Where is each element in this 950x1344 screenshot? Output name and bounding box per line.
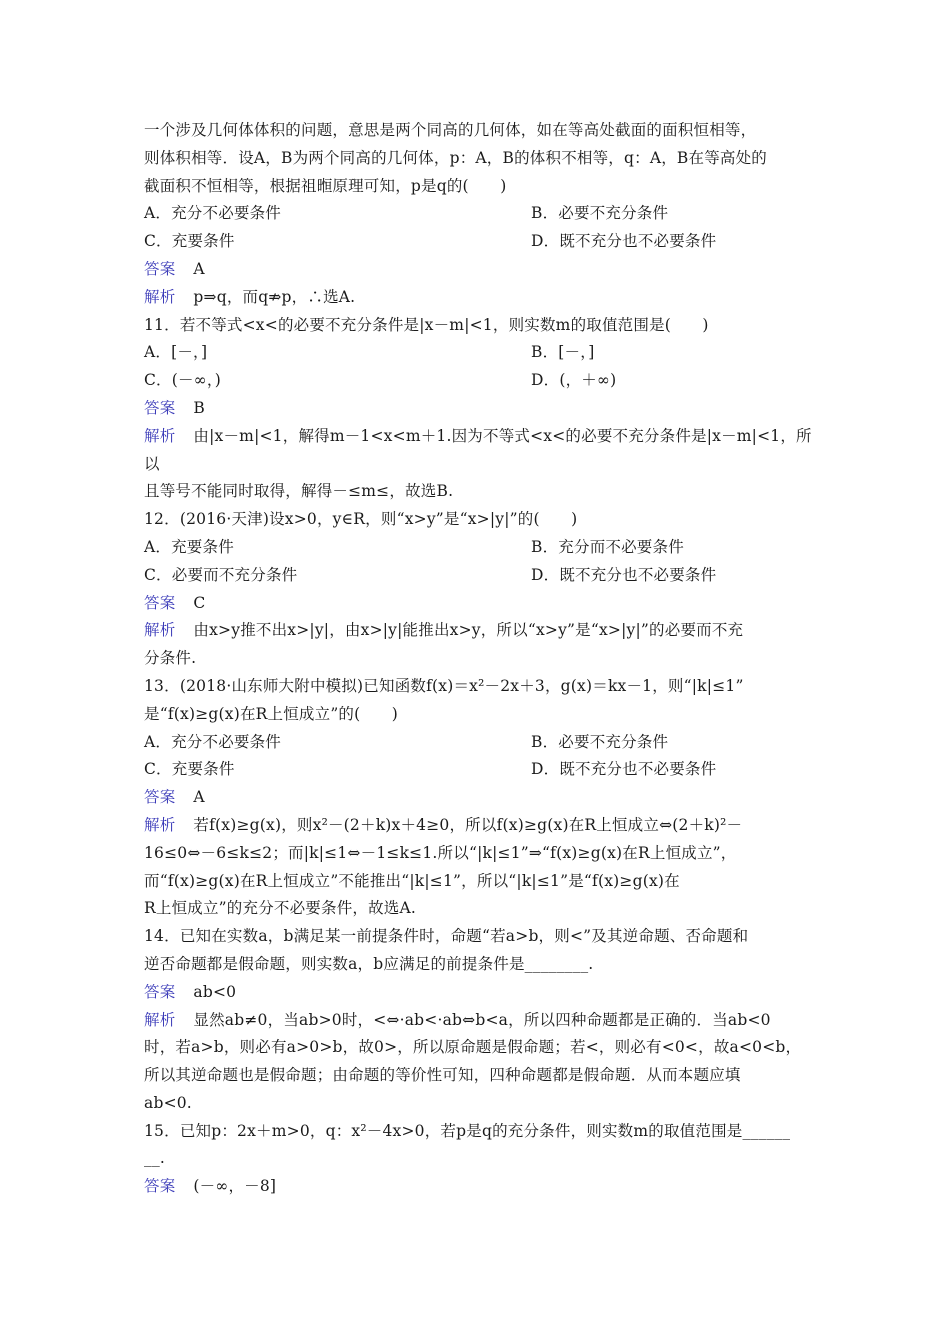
- analysis-line: [144, 812, 816, 840]
- question-12: [144, 506, 816, 673]
- analysis-line: 时，若a>b，则必有a>0>b，故0>，所以原命题是假命题；若<，则必有<0<，故a<0<b，: [144, 1038, 802, 1057]
- option-c: C．充要条件: [144, 232, 235, 251]
- analysis-line: 以: [144, 454, 160, 473]
- option-row: [144, 534, 816, 562]
- analysis-line: 且等号不能同时取得，解得－≤m≤，故选B.: [144, 482, 454, 501]
- question-14: [144, 923, 816, 1118]
- option-b: B．必要不充分条件: [531, 732, 669, 751]
- analysis-label: 解析: [144, 287, 176, 306]
- analysis-label: 解析: [144, 815, 176, 834]
- analysis-line: R上恒成立”的充分不必要条件，故选A.: [144, 899, 417, 918]
- analysis-line: [144, 284, 816, 312]
- question-stem-line: 14．已知在实数a，b满足某一前提条件时，命题“若a>b，则<”及其逆命题、否命题和: [144, 927, 749, 946]
- answer-label: 答案: [144, 788, 176, 807]
- question-stem-line: 11．若不等式<x<的必要不充分条件是|x－m|<1，则实数m的取值范围是( ): [144, 315, 709, 334]
- option-a: A．充要条件: [144, 537, 234, 556]
- option-row: [144, 756, 816, 784]
- question-15: [144, 1118, 816, 1201]
- answer-value: A: [193, 788, 205, 807]
- analysis-line: 所以其逆命题也是假命题；由命题的等价性可知，四种命题都是假命题．从而本题应填: [144, 1066, 741, 1085]
- analysis-line: [144, 1007, 816, 1035]
- option-row: [144, 200, 816, 228]
- answer-value: (－∞，－8]: [193, 1177, 277, 1196]
- option-d: D．既不充分也不必要条件: [531, 232, 717, 251]
- analysis-text: 由|x－m|<1，解得m－1<x<m＋1.因为不等式<x<的必要不充分条件是|x－m|<1，所: [193, 426, 812, 445]
- option-row: [144, 339, 816, 367]
- answer-value: A: [193, 259, 205, 278]
- option-a: A．充分不必要条件: [144, 732, 281, 751]
- analysis-text: p⇒q，而q⇏p，∴选A.: [193, 287, 356, 306]
- answer-label: 答案: [144, 259, 176, 278]
- analysis-label: 解析: [144, 426, 176, 445]
- analysis-line: 分条件.: [144, 649, 197, 668]
- answer-label: 答案: [144, 982, 176, 1001]
- option-row: [144, 228, 816, 256]
- option-c: C．(－∞，): [144, 371, 222, 390]
- document-page: [144, 117, 816, 1201]
- analysis-label: 解析: [144, 621, 176, 640]
- question-stem-line: 13．(2018·山东师大附中模拟)已知函数f(x)＝x²－2x＋3，g(x)＝kx－1，则“|k|≤1”: [144, 676, 744, 695]
- question-stem-line: 则体积相等．设A，B为两个同高的几何体，p：A，B的体积不相等，q：A，B在等高处的: [144, 148, 767, 167]
- option-b: B．[－，]: [531, 343, 595, 362]
- analysis-text: 由x>y推不出x>|y|，由x>|y|能推出x>y，所以“x>y”是“x>|y|”的必要而不充: [193, 621, 744, 640]
- answer-value: B: [193, 398, 205, 417]
- option-row: [144, 367, 816, 395]
- question-stem-line: 是“f(x)≥g(x)在R上恒成立”的( ): [144, 704, 399, 723]
- option-c: C．必要而不充分条件: [144, 565, 298, 584]
- answer-line: [144, 590, 816, 618]
- option-a: A．[－，]: [144, 343, 208, 362]
- analysis-line: 16≤0⇔－6≤k≤2；而|k|≤1⇔－1≤k≤1.所以“|k|≤1”⇒“f(x)≥g(x)在R上恒成立”，: [144, 843, 737, 862]
- answer-line: [144, 395, 816, 423]
- option-c: C．充要条件: [144, 760, 235, 779]
- analysis-line: ab<0.: [144, 1093, 192, 1112]
- option-b: B．充分而不必要条件: [531, 537, 684, 556]
- option-a: A．充分不必要条件: [144, 204, 281, 223]
- answer-line: [144, 979, 816, 1007]
- question-stem-line: 逆否命题都是假命题，则实数a，b应满足的前提条件是________.: [144, 954, 594, 973]
- option-b: B．必要不充分条件: [531, 204, 669, 223]
- answer-label: 答案: [144, 1177, 176, 1196]
- question-13: [144, 673, 816, 923]
- answer-value: ab<0: [193, 982, 237, 1001]
- analysis-line: 而“f(x)≥g(x)在R上恒成立”不能推出“|k|≤1”，所以“|k|≤1”是“f(x)≥g(x)在: [144, 871, 680, 890]
- answer-line: [144, 1173, 816, 1201]
- answer-label: 答案: [144, 398, 176, 417]
- question-stem-line: 一个涉及几何体体积的问题，意思是两个同高的几何体，如在等高处截面的面积恒相等，: [144, 121, 757, 139]
- option-row: [144, 729, 816, 757]
- option-d: D．(，＋∞): [531, 371, 617, 390]
- analysis-text: 若f(x)≥g(x)，则x²－(2＋k)x＋4≥0，所以f(x)≥g(x)在R上恒成立⇔(2＋k)²－: [193, 815, 743, 834]
- option-d: D．既不充分也不必要条件: [531, 760, 717, 779]
- answer-label: 答案: [144, 593, 176, 612]
- question-stem-line: 15．已知p：2x＋m>0，q：x²－4x>0，若p是q的充分条件，则实数m的取值范围是______: [144, 1121, 791, 1140]
- question-10: [144, 117, 816, 312]
- question-stem-line: 截面积不恒相等，根据祖暅原理可知，p是q的( ): [144, 176, 507, 195]
- option-d: D．既不充分也不必要条件: [531, 565, 717, 584]
- analysis-line: [144, 423, 816, 451]
- option-row: [144, 562, 816, 590]
- analysis-line: [144, 617, 816, 645]
- question-11: [144, 312, 816, 507]
- answer-value: C: [193, 593, 206, 612]
- answer-line: [144, 784, 816, 812]
- analysis-label: 解析: [144, 1010, 176, 1029]
- answer-line: [144, 256, 816, 284]
- analysis-text: 显然ab≠0，当ab>0时，<⇔·ab<·ab⇔b<a，所以四种命题都是正确的．当ab<0: [193, 1010, 771, 1029]
- question-stem-line: 12．(2016·天津)设x>0，y∈R，则“x>y”是“x>|y|”的( ): [144, 510, 578, 529]
- question-stem-line: __.: [144, 1149, 166, 1168]
